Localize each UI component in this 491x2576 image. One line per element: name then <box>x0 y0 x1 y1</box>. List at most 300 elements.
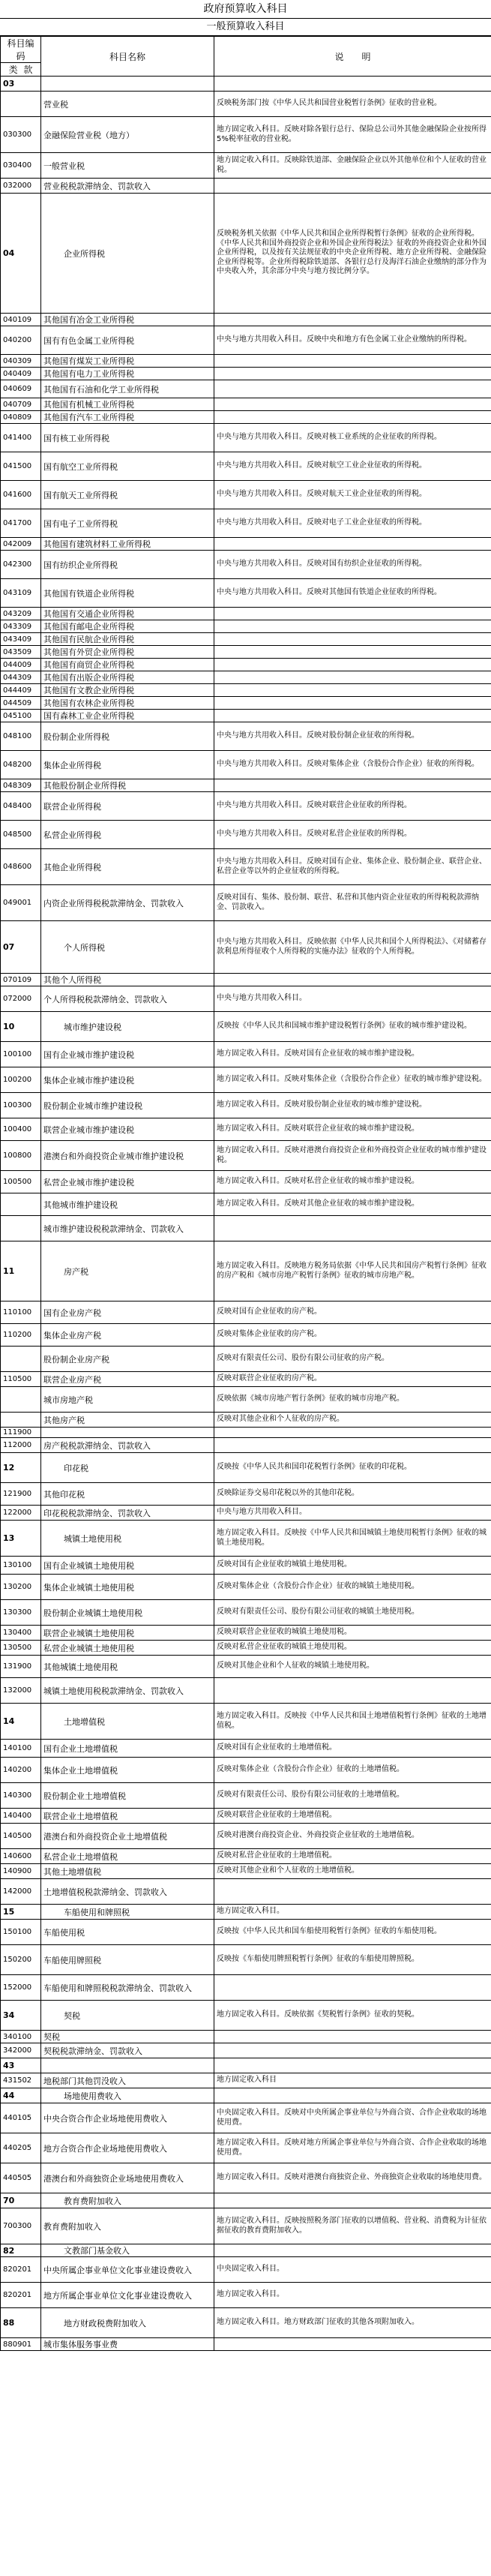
row-name: 土地增值税 <box>41 1704 214 1740</box>
row-name: 个人所得税税款滞纳金、罚款收入 <box>41 986 214 1012</box>
row-description <box>214 355 491 368</box>
row-code: 111900 <box>1 1428 41 1438</box>
row-name: 城市房地产税 <box>41 1387 214 1413</box>
row-description <box>214 538 491 551</box>
row-name: 股份制企业城镇土地使用税 <box>41 1600 214 1626</box>
row-description: 反映对国有企业征收的城镇土地使用税。 <box>214 1557 491 1575</box>
row-name: 一般营业税 <box>41 153 214 179</box>
row-description <box>214 179 491 194</box>
row-name: 地方财政税费附加收入 <box>41 2308 214 2338</box>
row-name: 企业所得税 <box>41 194 214 314</box>
row-code: 100800 <box>1 1141 41 1171</box>
row-name: 其他国有冶金工业所得税 <box>41 314 214 326</box>
header-item: 款 <box>23 65 33 75</box>
table-row <box>1 398 491 411</box>
row-code: 820201 <box>1 2283 41 2308</box>
row-name: 营业税 <box>41 92 214 117</box>
table-row <box>1 1879 491 1905</box>
row-name: 其他国有交通企业所得税 <box>41 608 214 620</box>
row-code: 110200 <box>1 1324 41 1347</box>
row-code: 070109 <box>1 974 41 986</box>
row-name: 其他国有机械工业所得税 <box>41 398 214 411</box>
row-description: 反映对联营企业征收的房产税。 <box>214 1372 491 1387</box>
row-name: 联营企业所得税 <box>41 792 214 821</box>
table-row <box>1 2283 491 2308</box>
row-description <box>214 1438 491 1453</box>
row-code <box>1 1387 41 1413</box>
table-row <box>1 1864 491 1879</box>
row-description: 地方固定收入科目。反映依据《契税暂行条例》征收的契税。 <box>214 2001 491 2031</box>
row-name: 其他国有民航企业所得税 <box>41 633 214 646</box>
table-row <box>1 2103 491 2133</box>
row-description <box>214 684 491 697</box>
row-code: 100500 <box>1 1171 41 1193</box>
table-row <box>1 1600 491 1626</box>
table-row <box>1 1809 491 1824</box>
row-description: 反映对国有企业征收的房产税。 <box>214 1302 491 1324</box>
table-row <box>1 1347 491 1372</box>
row-description <box>214 398 491 411</box>
row-description: 反映对有限责任公司、股份有限公司征收的城镇土地使用税。 <box>214 1600 491 1626</box>
row-description: 地方固定收入科目。反映对地方所属企事业单位与外商合资、合作企业收取的场地使用费。 <box>214 2133 491 2163</box>
document-subtitle: 一般预算收入科目 <box>0 19 491 36</box>
row-description <box>214 620 491 633</box>
row-name: 其他个人所得税 <box>41 974 214 986</box>
table-row <box>1 2244 491 2257</box>
row-name: 私营企业所得税 <box>41 821 214 849</box>
row-description: 中央与地方共用收入科目。反映对国有企业、集体企业、股份制企业、联营企业、私营企业等以外的企业征收的所得税。 <box>214 849 491 885</box>
row-name: 其他企业所得税 <box>41 849 214 885</box>
table-row <box>1 1783 491 1809</box>
row-code: 043309 <box>1 620 41 633</box>
row-name: 车船使用和牌照税税款滞纳金、罚款收入 <box>41 1975 214 2001</box>
row-name: 国有航天工业所得税 <box>41 481 214 509</box>
table-row <box>1 1372 491 1387</box>
row-description: 反映对联营企业征收的土地增值税。 <box>214 1809 491 1824</box>
row-name: 其他国有农林企业所得税 <box>41 697 214 710</box>
row-code: 130300 <box>1 1600 41 1626</box>
row-name: 联营企业城市维护建设税 <box>41 1118 214 1141</box>
row-code: 440505 <box>1 2163 41 2193</box>
row-code: 044409 <box>1 684 41 697</box>
row-name: 城镇土地使用税 <box>41 1521 214 1557</box>
row-code: 048600 <box>1 849 41 885</box>
row-name: 车船使用税 <box>41 1920 214 1945</box>
table-row <box>1 1758 491 1783</box>
row-code: 440105 <box>1 2103 41 2133</box>
row-code: 110100 <box>1 1302 41 1324</box>
row-name: 地税部门其他罚没收入 <box>41 2073 214 2088</box>
table-row <box>1 2338 491 2351</box>
table-row <box>1 1193 491 1216</box>
row-name: 港澳台和外商投资企业土地增值税 <box>41 1824 214 1849</box>
row-description <box>214 659 491 671</box>
row-name: 国有企业房产税 <box>41 1302 214 1324</box>
table-body <box>1 77 491 2351</box>
table-row <box>1 1453 491 1483</box>
row-description: 反映对国有、集体、股份制、联营、私营和其他内资企业征收的所得税税款滞纳金、罚款收入。 <box>214 885 491 921</box>
table-row <box>1 1740 491 1758</box>
row-description <box>214 1678 491 1704</box>
table-row <box>1 551 491 579</box>
row-code: 100300 <box>1 1093 41 1118</box>
row-code: 140600 <box>1 1849 41 1864</box>
row-description: 中央与地方共用收入科目。反映对航天工业企业征收的所得税。 <box>214 481 491 509</box>
row-name: 国有企业土地增值税 <box>41 1740 214 1758</box>
table-row <box>1 2031 491 2043</box>
row-description: 中央与地方共用收入科目。反映对股份制企业征收的所得税。 <box>214 722 491 751</box>
row-code: 040200 <box>1 326 41 355</box>
row-code <box>1 1193 41 1216</box>
row-description <box>214 1879 491 1905</box>
row-code: 112000 <box>1 1438 41 1453</box>
table-row <box>1 2043 491 2058</box>
row-description: 中央固定收入科目。 <box>214 2257 491 2283</box>
row-name: 集体企业所得税 <box>41 751 214 779</box>
row-name: 其他城镇土地使用税 <box>41 1656 214 1678</box>
row-code: 032000 <box>1 179 41 194</box>
table-row <box>1 921 491 974</box>
row-name: 其他国有商贸企业所得税 <box>41 659 214 671</box>
row-name <box>41 2058 214 2073</box>
table-row <box>1 92 491 117</box>
row-description: 中央与地方共用收入科目。反映对其他国有铁道企业征收的所得税。 <box>214 579 491 608</box>
row-name: 国有纺织企业所得税 <box>41 551 214 579</box>
row-description: 反映对联营企业征收的城镇土地使用税。 <box>214 1626 491 1641</box>
row-description: 反映税务部门按《中华人民共和国营业税暂行条例》征收的营业税。 <box>214 92 491 117</box>
row-description: 中央与地方共用收入科目。反映对私营企业征收的所得税。 <box>214 821 491 849</box>
row-code: 130200 <box>1 1575 41 1600</box>
row-name: 港澳台和外商投资企业城市维护建设税 <box>41 1141 214 1171</box>
row-description: 地方固定收入科目。地方财政部门征收的其他各项附加收入。 <box>214 2308 491 2338</box>
table-row <box>1 1216 491 1241</box>
row-code: 132000 <box>1 1678 41 1704</box>
table-row <box>1 1483 491 1506</box>
row-description: 中央与地方共用收入科目。 <box>214 986 491 1012</box>
row-description: 中央与地方共用收入科目。反映对联营企业征收的所得税。 <box>214 792 491 821</box>
table-row <box>1 2058 491 2073</box>
table-row <box>1 1324 491 1347</box>
row-description: 反映对私营企业征收的土地增值税。 <box>214 1849 491 1864</box>
row-code: 030300 <box>1 117 41 153</box>
row-description: 地方固定收入科目。反映对港澳台商独资企业、外商独资企业收取的场地使用费。 <box>214 2163 491 2193</box>
row-code: 100400 <box>1 1118 41 1141</box>
row-code: 140400 <box>1 1809 41 1824</box>
row-description <box>214 2031 491 2043</box>
row-code: 043209 <box>1 608 41 620</box>
row-name: 国有森林工业企业所得税 <box>41 710 214 722</box>
table-row <box>1 1641 491 1656</box>
table-row <box>1 368 491 380</box>
row-name: 房产税税款滞纳金、罚款收入 <box>41 1438 214 1453</box>
row-code: 072000 <box>1 986 41 1012</box>
row-description <box>214 411 491 424</box>
table-row <box>1 1093 491 1118</box>
table-row <box>1 2001 491 2031</box>
row-name: 其他国有文教企业所得税 <box>41 684 214 697</box>
row-description: 地方固定收入科目。反映对联营企业征收的城市维护建设税。 <box>214 1118 491 1141</box>
table-row <box>1 2073 491 2088</box>
row-name: 国有企业城市维护建设税 <box>41 1042 214 1067</box>
row-description: 反映对国有企业征收的土地增值税。 <box>214 1740 491 1758</box>
table-row <box>1 2257 491 2283</box>
row-description <box>214 608 491 620</box>
table-row <box>1 355 491 368</box>
row-name: 其他股份制企业所得税 <box>41 779 214 792</box>
table-row <box>1 1945 491 1975</box>
row-code: 100100 <box>1 1042 41 1067</box>
row-code: 040309 <box>1 355 41 368</box>
row-name: 私营企业城市维护建设税 <box>41 1171 214 1193</box>
row-description: 中央与地方共用收入科目。反映中央和地方有色金属工业企业缴纳的所得税。 <box>214 326 491 355</box>
table-row <box>1 792 491 821</box>
row-description <box>214 1428 491 1438</box>
table-row <box>1 1141 491 1171</box>
row-description: 中央与地方共用收入科目。 <box>214 1506 491 1521</box>
table-row <box>1 1626 491 1641</box>
row-code: 880901 <box>1 2338 41 2351</box>
row-code: 12 <box>1 1453 41 1483</box>
row-name: 个人所得税 <box>41 921 214 974</box>
row-name: 房产税 <box>41 1241 214 1302</box>
row-description: 地方固定收入科目。反映对其他企业征收的城市维护建设税。 <box>214 1193 491 1216</box>
row-code: 048400 <box>1 792 41 821</box>
row-description: 中央与地方共用收入科目。反映对电子工业企业征收的所得税。 <box>214 509 491 538</box>
table-row <box>1 821 491 849</box>
table-row <box>1 974 491 986</box>
table-row <box>1 77 491 92</box>
row-description <box>214 2058 491 2073</box>
table-row <box>1 1849 491 1864</box>
row-description: 反映对集体企业（含股份合作企业）征收的城镇土地使用税。 <box>214 1575 491 1600</box>
table-row <box>1 538 491 551</box>
table-row <box>1 579 491 608</box>
row-code: 030400 <box>1 153 41 179</box>
row-code: 13 <box>1 1521 41 1557</box>
row-name: 其他国有外贸企业所得税 <box>41 646 214 659</box>
row-code: 041400 <box>1 424 41 452</box>
row-description <box>214 710 491 722</box>
table-row <box>1 2308 491 2338</box>
row-code: 150100 <box>1 1920 41 1945</box>
table-row <box>1 1171 491 1193</box>
row-code: 048100 <box>1 722 41 751</box>
row-code: 041500 <box>1 452 41 481</box>
table-row <box>1 1824 491 1849</box>
row-name: 联营企业房产税 <box>41 1372 214 1387</box>
row-name: 股份制企业土地增值税 <box>41 1783 214 1809</box>
row-code: 11 <box>1 1241 41 1302</box>
row-description: 地方固定收入科目。反映按《中华人民共和国城镇土地使用税暂行条例》征收的城镇土地使用税。 <box>214 1521 491 1557</box>
table-row <box>1 509 491 538</box>
table-row <box>1 380 491 398</box>
row-name: 其他国有煤炭工业所得税 <box>41 355 214 368</box>
row-description: 反映按《车船使用牌照税暂行条例》征收的车船使用牌照税。 <box>214 1945 491 1975</box>
table-row <box>1 481 491 509</box>
header-desc: 说 明 <box>214 37 491 77</box>
row-name: 集体企业城镇土地使用税 <box>41 1575 214 1600</box>
row-name: 其他国有建筑材料工业所得税 <box>41 538 214 551</box>
document-title: 政府预算收入科目 <box>0 0 491 19</box>
row-description: 中央与地方共用收入科目。反映对集体企业（含股份合作企业）征收的所得税。 <box>214 751 491 779</box>
table-row <box>1 194 491 314</box>
table-row <box>1 697 491 710</box>
row-code: 043509 <box>1 646 41 659</box>
row-code: 048200 <box>1 751 41 779</box>
row-code: 130500 <box>1 1641 41 1656</box>
table-row <box>1 179 491 194</box>
table-row <box>1 722 491 751</box>
row-code: 040809 <box>1 411 41 424</box>
row-description: 地方固定收入科目。 <box>214 2283 491 2308</box>
row-name: 国有航空工业所得税 <box>41 452 214 481</box>
row-code: 431502 <box>1 2073 41 2088</box>
table-row <box>1 1575 491 1600</box>
row-description: 反映除证券交易印花税以外的其他印花税。 <box>214 1483 491 1506</box>
row-description <box>214 77 491 92</box>
row-code: 14 <box>1 1704 41 1740</box>
row-name: 其他房产税 <box>41 1413 214 1428</box>
header-class: 类 <box>8 65 18 75</box>
row-code: 82 <box>1 2244 41 2257</box>
row-name: 联营企业城镇土地使用税 <box>41 1626 214 1641</box>
row-code: 042009 <box>1 538 41 551</box>
table-row <box>1 684 491 697</box>
table-row <box>1 1557 491 1575</box>
row-code: 140500 <box>1 1824 41 1849</box>
row-description: 地方固定收入科目。反映对国有企业征收的城市维护建设税。 <box>214 1042 491 1067</box>
row-code: 140300 <box>1 1783 41 1809</box>
row-description: 反映对其他企业和个人征收的房产税。 <box>214 1413 491 1428</box>
table-row <box>1 671 491 684</box>
row-code: 044509 <box>1 697 41 710</box>
header-code: 科目编码 <box>1 37 41 63</box>
row-name: 城市集体服务事业费 <box>41 2338 214 2351</box>
row-name: 集体企业城市维护建设税 <box>41 1067 214 1093</box>
row-code: 342000 <box>1 2043 41 2058</box>
row-code: 700300 <box>1 2208 41 2244</box>
row-description <box>214 380 491 398</box>
table-row <box>1 2088 491 2103</box>
row-code: 140900 <box>1 1864 41 1879</box>
row-code <box>1 1347 41 1372</box>
row-code: 15 <box>1 1905 41 1920</box>
row-name: 场地使用费收入 <box>41 2088 214 2103</box>
row-code: 044009 <box>1 659 41 671</box>
row-name: 金融保险营业税（地方） <box>41 117 214 153</box>
row-code <box>1 1413 41 1428</box>
table-row <box>1 2208 491 2244</box>
row-name: 营业税税款滞纳金、罚款收入 <box>41 179 214 194</box>
row-description <box>214 2193 491 2208</box>
table-row <box>1 1302 491 1324</box>
table-row <box>1 1656 491 1678</box>
row-description <box>214 2244 491 2257</box>
row-name: 土地增值税税款滞纳金、罚款收入 <box>41 1879 214 1905</box>
header-name: 科目名称 <box>41 37 214 77</box>
table-row <box>1 1118 491 1141</box>
row-code: 040609 <box>1 380 41 398</box>
row-description: 地方固定收入科目。反映对除各银行总行、保险总公司外其他金融保险企业按所得5%税率征收的营业税。 <box>214 117 491 153</box>
row-name: 地方合资合作企业场地使用费收入 <box>41 2133 214 2163</box>
table-row <box>1 646 491 659</box>
row-name: 其他国有电力工业所得税 <box>41 368 214 380</box>
row-description: 地方固定收入科目。反映对集体企业（含股份合作企业）征收的城市维护建设税。 <box>214 1067 491 1093</box>
row-description: 地方固定收入科目。反映按《中华人民共和国土地增值税暂行条例》征收的土地增值税。 <box>214 1704 491 1740</box>
table-row <box>1 633 491 646</box>
row-description: 地方固定收入科目。反映地方税务局依据《中华人民共和国房产税暂行条例》征收的房产税和《城市房地产税暂行条例》征收的城市房地产税。 <box>214 1241 491 1302</box>
table-row <box>1 411 491 424</box>
table-row <box>1 314 491 326</box>
table-row <box>1 1012 491 1042</box>
row-code: 440205 <box>1 2133 41 2163</box>
row-name: 集体企业土地增值税 <box>41 1758 214 1783</box>
row-description: 反映对有限责任公司、股份有限公司征收的房产税。 <box>214 1347 491 1372</box>
table-row <box>1 452 491 481</box>
row-name: 文教部门基金收入 <box>41 2244 214 2257</box>
row-code: 43 <box>1 2058 41 2073</box>
row-description <box>214 1975 491 2001</box>
row-code: 340100 <box>1 2031 41 2043</box>
row-description <box>214 2043 491 2058</box>
row-description: 中央固定收入科目。反映对中央所属企事业单位与外商合资、合作企业收取的场地使用费。 <box>214 2103 491 2133</box>
row-name: 其他国有出版企业所得税 <box>41 671 214 684</box>
table-row <box>1 986 491 1012</box>
row-name: 契税 <box>41 2001 214 2031</box>
table-row <box>1 1241 491 1302</box>
row-name: 股份制企业城市维护建设税 <box>41 1093 214 1118</box>
row-code: 04 <box>1 194 41 314</box>
row-name: 其他国有汽车工业所得税 <box>41 411 214 424</box>
row-code: 042300 <box>1 551 41 579</box>
row-description: 反映按《中华人民共和国车船使用税暂行条例》征收的车船使用税。 <box>214 1920 491 1945</box>
row-description: 反映按《中华人民共和国城市维护建设税暂行条例》征收的城市维护建设税。 <box>214 1012 491 1042</box>
row-description: 反映对集体企业征收的房产税。 <box>214 1324 491 1347</box>
table-row <box>1 117 491 153</box>
row-description: 中央与地方共用收入科目。反映对核工业系统的企业征收的所得税。 <box>214 424 491 452</box>
row-code: 131900 <box>1 1656 41 1678</box>
table-row <box>1 1438 491 1453</box>
row-name: 其他国有邮电企业所得税 <box>41 620 214 633</box>
table-row <box>1 751 491 779</box>
row-name: 国有企业城镇土地使用税 <box>41 1557 214 1575</box>
row-name: 港澳台和外商独资企业场地使用费收入 <box>41 2163 214 2193</box>
row-name: 契税 <box>41 2031 214 2043</box>
row-description: 中央与地方共用收入科目。反映对航空工业企业征收的所得税。 <box>214 452 491 481</box>
row-description <box>214 2338 491 2351</box>
table-row <box>1 1387 491 1413</box>
row-description: 反映对港澳台商投资企业、外商投资企业征收的土地增值税。 <box>214 1824 491 1849</box>
row-name: 其他国有铁道企业所得税 <box>41 579 214 608</box>
row-description <box>214 368 491 380</box>
row-code <box>1 92 41 117</box>
row-description <box>214 2088 491 2103</box>
row-description: 反映依据《城市房地产暂行条例》征收的城市房地产税。 <box>214 1387 491 1413</box>
row-description <box>214 671 491 684</box>
row-name <box>41 77 214 92</box>
row-name: 印花税 <box>41 1453 214 1483</box>
table-row <box>1 849 491 885</box>
row-name: 国有有色金属工业所得税 <box>41 326 214 355</box>
row-name: 车船使用和牌照税 <box>41 1905 214 1920</box>
row-description <box>214 646 491 659</box>
row-name: 车船使用牌照税 <box>41 1945 214 1975</box>
row-name: 城市维护建设税 <box>41 1012 214 1042</box>
table-row <box>1 1905 491 1920</box>
table-row <box>1 153 491 179</box>
table-row <box>1 620 491 633</box>
row-code: 122000 <box>1 1506 41 1521</box>
